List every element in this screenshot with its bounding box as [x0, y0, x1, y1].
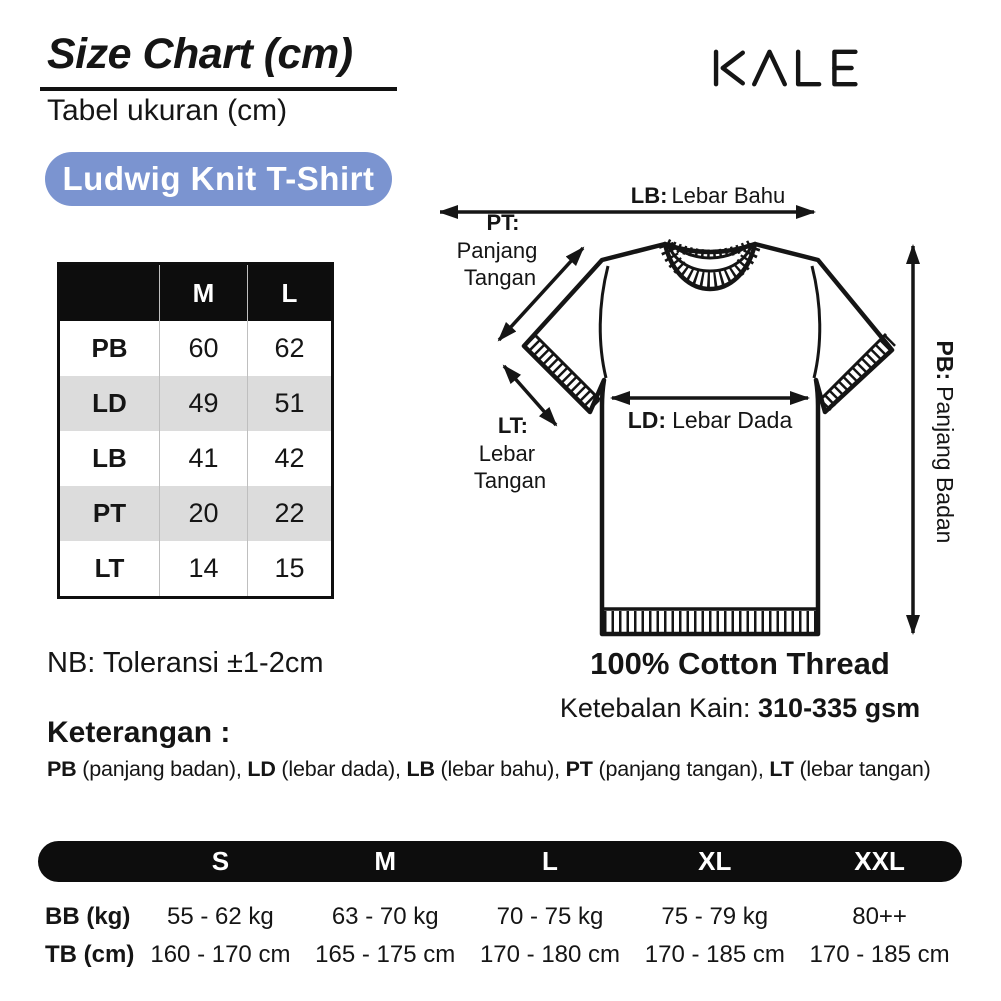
- cell-value: 70 - 75 kg: [496, 903, 604, 930]
- cell-value: 170 - 185 cm: [644, 941, 785, 968]
- cell-value: 20: [159, 486, 247, 541]
- fit-table: [38, 841, 962, 974]
- fabric-label: Ketebalan Kain:: [559, 693, 759, 723]
- legend-text: [47, 757, 997, 782]
- cell-value: 62: [247, 321, 331, 376]
- brand-logo: [707, 47, 895, 94]
- tshirt-outline: [524, 244, 892, 634]
- cell-value: 165 - 175 cm: [315, 941, 456, 968]
- legend-abbr: LT: [769, 757, 794, 781]
- legend-abbr: PT: [565, 757, 593, 781]
- page-subtitle: Tabel ukuran (cm): [47, 94, 288, 127]
- legend-desc: (panjang badan),: [76, 757, 248, 781]
- legend-desc: (lebar tangan): [793, 757, 931, 781]
- ld-label: LD: Lebar Dada: [627, 407, 793, 433]
- size-table-col-m: M: [159, 265, 247, 321]
- tshirt-measurement-diagram: [440, 170, 1000, 645]
- cell-value: 41: [159, 431, 247, 486]
- fit-col-l: L: [542, 846, 558, 876]
- size-table-corner-cell: [60, 265, 159, 321]
- fabric-thickness-note: [530, 693, 950, 724]
- cell-value: 80++: [852, 903, 907, 930]
- size-table-row-pt: [60, 486, 331, 541]
- material-info: [530, 646, 950, 724]
- fit-table-header-row: [38, 841, 962, 882]
- cell-value: 75 - 79 kg: [661, 903, 769, 930]
- legend-desc: (panjang tangan),: [592, 757, 770, 781]
- legend-desc: (lebar bahu),: [434, 757, 566, 781]
- size-table-row-lb: [60, 431, 331, 486]
- row-label: LT: [94, 553, 125, 583]
- cell-value: 15: [247, 541, 331, 596]
- cell-value: 49: [159, 376, 247, 431]
- fit-col-s: S: [211, 846, 230, 876]
- cell-value: 42: [247, 431, 331, 486]
- lb-label: LB: Lebar Bahu: [630, 183, 786, 208]
- lt-label: LT: Lebar Tangan: [473, 413, 547, 493]
- fit-col-m: M: [374, 846, 397, 876]
- size-table-row-pb: [60, 321, 331, 376]
- legend-desc: (lebar dada),: [275, 757, 407, 781]
- size-table-row-lt: [60, 541, 331, 596]
- row-label: LD: [92, 388, 127, 418]
- fit-col-xxl: XXL: [854, 846, 905, 876]
- pb-label: PB:Panjang Badan: [932, 340, 958, 544]
- cell-value: 60: [159, 321, 247, 376]
- row-label: TB (cm): [45, 941, 135, 968]
- cell-value: 14: [159, 541, 247, 596]
- fit-row-bb: [38, 898, 962, 936]
- page-title: Size Chart (cm): [47, 30, 353, 78]
- size-table: [57, 262, 334, 599]
- fit-col-xl: XL: [698, 846, 732, 876]
- cell-value: 51: [247, 376, 331, 431]
- row-label: PB: [91, 333, 128, 363]
- product-name-label: Ludwig Knit T-Shirt: [62, 160, 375, 197]
- fabric-value: 310-335 gsm: [758, 693, 921, 723]
- cell-value: 160 - 170 cm: [150, 941, 291, 968]
- row-label: BB (kg): [45, 903, 131, 930]
- cell-value: 55 - 62 kg: [167, 903, 274, 930]
- size-table-col-l: L: [247, 265, 331, 321]
- tolerance-note: NB: Toleransi ±1-2cm: [47, 647, 324, 679]
- size-table-row-ld: [60, 376, 331, 431]
- size-table-header-row: [60, 265, 331, 321]
- title-underline: [40, 87, 397, 91]
- legend-heading: Keterangan :: [47, 716, 231, 749]
- legend-abbr: LB: [406, 757, 435, 781]
- row-label: LB: [92, 443, 127, 473]
- cell-value: 63 - 70 kg: [331, 903, 439, 930]
- legend-abbr: LD: [247, 757, 276, 781]
- material-note: 100% Cotton Thread: [590, 646, 890, 681]
- cell-value: 170 - 185 cm: [809, 941, 950, 968]
- kale-logo-icon: [707, 47, 895, 89]
- row-label: PT: [92, 498, 127, 528]
- fit-row-tb: [38, 936, 962, 974]
- pt-label: PT: Panjang Tangan: [456, 210, 538, 290]
- product-name-pill: [45, 152, 392, 206]
- cell-value: 22: [247, 486, 331, 541]
- cell-value: 170 - 180 cm: [479, 941, 621, 968]
- legend-abbr: PB: [47, 757, 77, 781]
